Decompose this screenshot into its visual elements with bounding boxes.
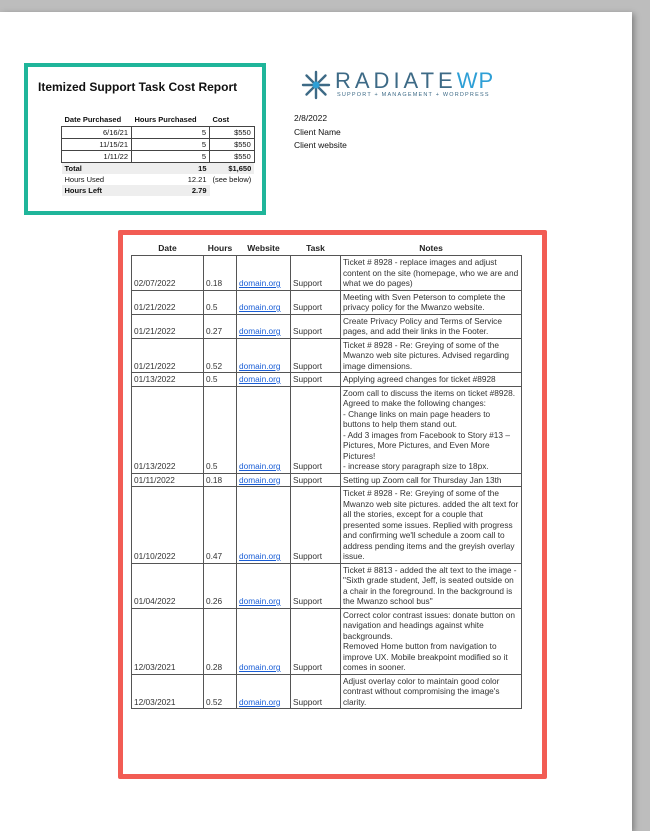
cost-row xyxy=(62,139,255,151)
row-notes: Create Privacy Policy and Terms of Service pages, and add their links in the Footer. xyxy=(341,314,522,338)
cost-hours: 5 xyxy=(132,127,210,139)
table-row xyxy=(132,373,522,387)
cost-used-row xyxy=(62,174,255,185)
row-task: Support xyxy=(291,608,341,674)
row-task: Support xyxy=(291,338,341,373)
row-date: 01/10/2022 xyxy=(132,487,204,564)
logo-tagline: SUPPORT + MANAGEMENT + WORDPRESS xyxy=(337,92,490,98)
notes-header-hours: Hours xyxy=(207,243,233,253)
row-notes: Ticket # 8928 - Re: Greying of some of the Mwanzo web site pictures. Advised regarding image dimensions. xyxy=(341,338,522,373)
row-task: Support xyxy=(291,256,341,291)
row-notes: Adjust overlay color to maintain good color contrast without compromising the image's clarity. xyxy=(341,674,522,709)
radiate-burst-icon xyxy=(301,70,331,100)
row-date: 01/21/2022 xyxy=(132,314,204,338)
row-website-cell xyxy=(237,386,291,473)
row-task: Support xyxy=(291,314,341,338)
row-website-cell xyxy=(237,608,291,674)
table-row xyxy=(132,563,522,608)
row-task: Support xyxy=(291,563,341,608)
cost-amount: $550 xyxy=(210,127,255,139)
row-hours: 0.5 xyxy=(204,373,237,387)
row-website-cell xyxy=(237,473,291,487)
cost-row xyxy=(62,127,255,139)
row-hours: 0.52 xyxy=(204,338,237,373)
website-link[interactable]: domain.org xyxy=(239,551,281,561)
logo-wp: WP xyxy=(456,68,495,93)
row-task: Support xyxy=(291,373,341,387)
website-link[interactable]: domain.org xyxy=(239,474,281,485)
radiatewp-logo xyxy=(301,70,519,104)
row-website-cell xyxy=(237,563,291,608)
row-notes: Zoom call to discuss the items on ticket #8928. Agreed to make the following changes: - Change links on main page headers to buttons to help them stand out. - Add 3 images from Facebook to Story #13 – Pictures, More Pictures, and Even More Pictures! - increase story paragraph size to 18px. xyxy=(341,386,522,473)
table-row xyxy=(132,338,522,373)
row-date: 02/07/2022 xyxy=(132,256,204,291)
cost-total-row xyxy=(62,163,255,175)
logo-name: RADIATE xyxy=(335,68,457,93)
cost-table xyxy=(61,112,255,196)
row-notes: Applying agreed changes for ticket #8928 xyxy=(341,373,522,387)
row-notes: Setting up Zoom call for Thursday Jan 13th xyxy=(341,473,522,487)
total-cost: $1,650 xyxy=(210,163,255,175)
row-notes: Ticket # 8928 - replace images and adjust content on the site (homepage, who we are and what we do pages) xyxy=(341,256,522,291)
cost-row xyxy=(62,151,255,163)
notes-header-task: Task xyxy=(306,243,325,253)
website-link[interactable]: domain.org xyxy=(239,302,281,312)
row-hours: 0.26 xyxy=(204,563,237,608)
row-website-cell xyxy=(237,373,291,387)
cost-amount: $550 xyxy=(210,151,255,163)
cost-amount: $550 xyxy=(210,139,255,151)
row-date: 01/13/2022 xyxy=(132,373,204,387)
cost-header-hours: Hours Purchased xyxy=(134,114,197,124)
notes-header-website: Website xyxy=(247,243,280,253)
table-row xyxy=(132,608,522,674)
table-row xyxy=(132,256,522,291)
table-row xyxy=(132,487,522,564)
cost-header-date: Date Purchased xyxy=(64,114,122,124)
row-notes: Correct color contrast issues: donate button on navigation and headings against white backgrounds. Removed Home button from navigation to improve UX. Mobile breakpoint modified so it comes in sooner. xyxy=(341,608,522,674)
cost-hours: 5 xyxy=(132,151,210,163)
row-website-cell xyxy=(237,487,291,564)
client-info xyxy=(294,112,347,153)
used-label: Hours Used xyxy=(64,175,105,184)
row-hours: 0.5 xyxy=(204,386,237,473)
row-website-cell xyxy=(237,314,291,338)
row-notes: Ticket # 8928 - Re: Greying of some of the Mwanzo web site pictures. added the alt text for all the stories, except for a couple that presented some issues. Replied with progress and confirming we'll schedule a zoom call to address pending items and the greyish overlay issue. xyxy=(341,487,522,564)
row-hours: 0.28 xyxy=(204,608,237,674)
row-task: Support xyxy=(291,290,341,314)
left-hours: 2.79 xyxy=(132,185,210,196)
table-row xyxy=(132,473,522,487)
report-date: 2/8/2022 xyxy=(294,113,328,123)
table-row xyxy=(132,314,522,338)
client-name: Client Name xyxy=(294,126,341,137)
website-link[interactable]: domain.org xyxy=(239,278,281,288)
row-notes: Ticket # 8813 - added the alt text to the image - "Sixth grade student, Jeff, is seated outside on a chair in the foreground. In the background is the Mwanzo school bus" xyxy=(341,563,522,608)
row-website-cell xyxy=(237,338,291,373)
website-link[interactable]: domain.org xyxy=(239,696,281,707)
website-link[interactable]: domain.org xyxy=(239,662,281,672)
website-link[interactable]: domain.org xyxy=(239,360,281,371)
cost-header-cost: Cost xyxy=(212,114,230,124)
row-hours: 0.47 xyxy=(204,487,237,564)
table-row xyxy=(132,386,522,473)
row-hours: 0.5 xyxy=(204,290,237,314)
row-website-cell xyxy=(237,290,291,314)
cost-date: 11/15/21 xyxy=(62,139,132,151)
row-date: 12/03/2021 xyxy=(132,608,204,674)
row-website-cell xyxy=(237,674,291,709)
row-date: 01/11/2022 xyxy=(132,473,204,487)
row-task: Support xyxy=(291,487,341,564)
row-date: 12/03/2021 xyxy=(132,674,204,709)
row-hours: 0.52 xyxy=(204,674,237,709)
website-link[interactable]: domain.org xyxy=(239,326,281,336)
cost-left-row xyxy=(62,185,255,196)
row-date: 01/04/2022 xyxy=(132,563,204,608)
client-website: Client website xyxy=(294,140,347,150)
row-hours: 0.18 xyxy=(204,473,237,487)
table-row xyxy=(132,290,522,314)
notes-header-notes: Notes xyxy=(419,243,443,253)
website-link[interactable]: domain.org xyxy=(239,374,281,384)
total-label: Total xyxy=(62,163,132,175)
left-label: Hours Left xyxy=(62,185,132,196)
notes-table xyxy=(131,241,522,709)
logo-wordmark xyxy=(335,68,494,94)
total-hours: 15 xyxy=(132,163,210,175)
notes-header-date: Date xyxy=(158,243,177,253)
row-task: Support xyxy=(291,674,341,709)
website-link[interactable]: domain.org xyxy=(239,461,281,471)
row-hours: 0.18 xyxy=(204,256,237,291)
cost-date: 1/11/22 xyxy=(62,151,132,163)
row-date: 01/21/2022 xyxy=(132,290,204,314)
row-date: 01/21/2022 xyxy=(132,338,204,373)
row-notes: Meeting with Sven Peterson to complete the privacy policy for the Mwanzo website. xyxy=(341,290,522,314)
used-note: (see below) xyxy=(212,175,252,184)
cost-hours: 5 xyxy=(132,139,210,151)
row-date: 01/13/2022 xyxy=(132,386,204,473)
cost-date: 6/16/21 xyxy=(62,127,132,139)
cost-report-title: Itemized Support Task Cost Report xyxy=(38,80,238,94)
table-row xyxy=(132,674,522,709)
website-link[interactable]: domain.org xyxy=(239,596,281,606)
row-task: Support xyxy=(291,386,341,473)
row-task: Support xyxy=(291,473,341,487)
row-hours: 0.27 xyxy=(204,314,237,338)
used-hours: 12.21 xyxy=(187,175,207,184)
row-website-cell xyxy=(237,256,291,291)
